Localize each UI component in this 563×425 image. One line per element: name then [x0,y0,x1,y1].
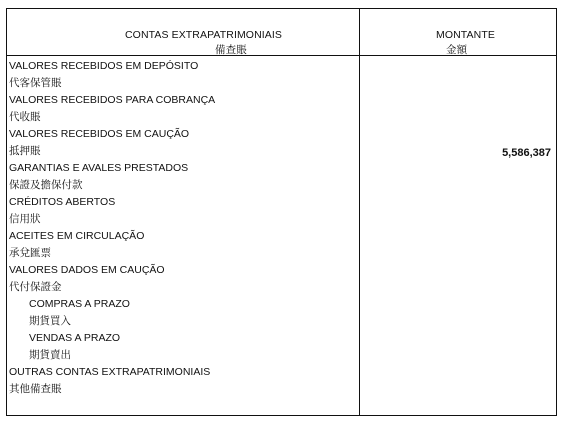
account-row: 信用狀 [9,213,41,225]
account-row: ACEITES EM CIRCULAÇÃO [9,230,145,242]
account-row: 代客保管賬 [9,77,62,89]
header-accounts-zh: 備查賬 [215,44,247,56]
account-row: 保證及擔保付款 [9,179,83,191]
header-amount-zh: 金額 [446,44,468,56]
amount-value: 5,586,387 [502,147,551,159]
header-accounts-pt: CONTAS EXTRAPATRIMONIAIS [125,29,282,41]
account-row: 期貨買入 [29,315,71,327]
header-amount-pt: MONTANTE [436,29,495,41]
account-row: 其他備查賬 [9,383,62,395]
account-row: VALORES RECEBIDOS PARA COBRANÇA [9,94,216,106]
account-row: 代付保證金 [9,281,62,293]
off-balance-sheet-table [6,8,557,416]
account-row: 代收賬 [9,111,41,123]
account-row: VALORES RECEBIDOS EM DEPÓSITO [9,60,199,72]
header-divider [7,55,556,56]
account-row: VENDAS A PRAZO [29,332,121,344]
account-row: COMPRAS A PRAZO [29,298,130,310]
account-row: OUTRAS CONTAS EXTRAPATRIMONIAIS [9,366,211,378]
account-row: 期貨賣出 [29,349,71,361]
account-row: VALORES DADOS EM CAUÇÃO [9,264,165,276]
account-row: CRÉDITOS ABERTOS [9,196,116,208]
account-row: 抵押賬 [9,145,41,157]
account-row: VALORES RECEBIDOS EM CAUÇÃO [9,128,190,140]
column-divider [359,9,360,415]
account-row: GARANTIAS E AVALES PRESTADOS [9,162,189,174]
account-row: 承兌匯票 [9,247,51,259]
account-list [7,58,359,398]
